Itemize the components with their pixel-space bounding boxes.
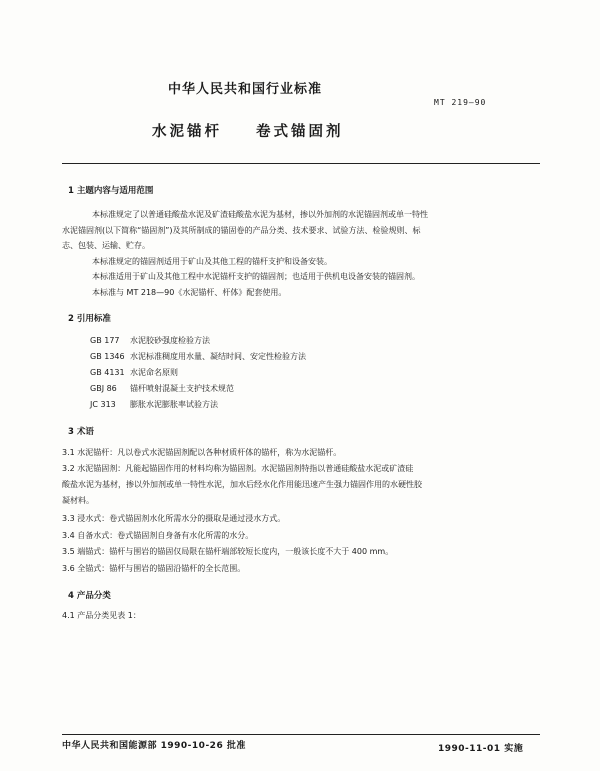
reference-code: GBJ 86 bbox=[90, 384, 117, 393]
section-1-paragraph-line: 本标准规定的锚固剂适用于矿山及其他工程的锚杆支护和设备安装。 bbox=[92, 257, 332, 266]
term-line: 3.6 全锚式：锚杆与围岩的锚固沿锚杆的全长范围。 bbox=[62, 564, 246, 573]
reference-title: 水泥标准稠度用水量、凝结时间、安定性检验方法 bbox=[130, 352, 306, 361]
footer-rule bbox=[62, 734, 540, 735]
standard-code: MT 219—90 bbox=[434, 98, 487, 107]
reference-title: 锚杆喷射混凝土支护技术规范 bbox=[130, 384, 234, 393]
reference-code: GB 1346 bbox=[90, 352, 125, 361]
section-1-paragraph-line: 本标准适用于矿山及其他工程中水泥锚杆支护的锚固剂；也适用于供机电设备安装的锚固剂。 bbox=[92, 272, 420, 281]
section-1-paragraph-line: 本标准规定了以普通硅酸盐水泥及矿渣硅酸盐水泥为基材，掺以外加剂的水泥锚固剂或单一特性 bbox=[92, 210, 428, 219]
reference-item bbox=[90, 383, 234, 394]
reference-code: JC 313 bbox=[90, 400, 116, 409]
section-1-paragraph-line: 水泥锚固剂(以下简称“锚固剂”)及其所制成的锚固卷的产品分类、技术要求、试验方法、检验规则、标 bbox=[62, 226, 421, 235]
implementation-date: 1990-11-01 实施 bbox=[438, 744, 524, 754]
term-line: 3.4 自备水式：卷式锚固剂自身备有水化所需的水分。 bbox=[62, 531, 254, 540]
term-line: 3.1 水泥锚杆：凡以卷式水泥锚固剂配以各种材质杆体的锚杆，称为水泥锚杆。 bbox=[62, 448, 342, 457]
document-title: 水泥锚杆 卷式锚固剂 bbox=[152, 124, 344, 140]
header-rule bbox=[62, 163, 540, 164]
section-3-heading: 3 术语 bbox=[68, 427, 94, 437]
section-1-heading: 1 主题内容与适用范围 bbox=[68, 186, 154, 196]
term-line: 3.2 水泥锚固剂：凡能起锚固作用的材料均称为锚固剂。水泥锚固剂特指以普通硅酸盐水泥或矿渣硅 bbox=[62, 464, 414, 473]
issuing-org-header: 中华人民共和国行业标准 bbox=[168, 82, 323, 97]
term-line: 3.5 端锚式：锚杆与围岩的锚固仅局限在锚杆端部较短长度内，一般该长度不大于 400 mm。 bbox=[62, 547, 394, 556]
classification-line: 4.1 产品分类见表 1： bbox=[62, 611, 141, 620]
reference-item bbox=[90, 367, 178, 378]
section-1-paragraph-line: 志、包装、运输、贮存。 bbox=[62, 241, 150, 250]
reference-title: 膨胀水泥膨胀率试验方法 bbox=[130, 400, 218, 409]
reference-title: 水泥胶砂强度检验方法 bbox=[130, 336, 210, 345]
reference-title: 水泥命名原则 bbox=[130, 368, 178, 377]
approval-statement: 中华人民共和国能源部 1990-10-26 批准 bbox=[62, 741, 246, 751]
reference-code: GB 4131 bbox=[90, 368, 125, 377]
reference-code: GB 177 bbox=[90, 336, 120, 345]
term-line: 酸盐水泥为基材，掺以外加剂或单一特性水泥，加水后经水化作用能迅速产生强力锚固作用的水硬性胶 bbox=[62, 480, 422, 489]
reference-item bbox=[90, 351, 306, 362]
section-1-paragraph-line: 本标准与 MT 218—90《水泥锚杆、杆体》配套使用。 bbox=[92, 288, 287, 297]
section-4-heading: 4 产品分类 bbox=[68, 591, 111, 601]
section-2-heading: 2 引用标准 bbox=[68, 314, 111, 324]
reference-item bbox=[90, 399, 218, 410]
term-line: 3.3 浸水式：卷式锚固剂水化所需水分的摄取是通过浸水方式。 bbox=[62, 514, 286, 523]
reference-item bbox=[90, 335, 210, 346]
term-line: 凝材料。 bbox=[62, 496, 94, 505]
